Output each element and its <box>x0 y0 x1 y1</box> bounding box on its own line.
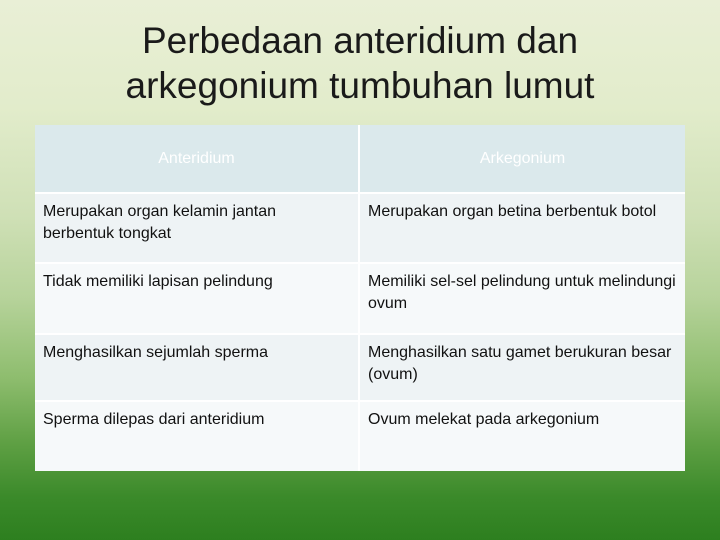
table-row <box>35 263 685 334</box>
slide-title <box>0 18 720 108</box>
comparison-table <box>35 125 685 471</box>
table-cell-anteridium: Menghasilkan sejumlah sperma <box>35 334 359 401</box>
table-cell-anteridium: Merupakan organ kelamin jantan berbentuk tongkat <box>35 193 359 263</box>
table-row <box>35 334 685 401</box>
table-cell-arkegonium: Merupakan organ betina berbentuk botol <box>359 193 685 263</box>
table-row <box>35 401 685 471</box>
table-cell-anteridium: Sperma dilepas dari anteridium <box>35 401 359 471</box>
table-cell-arkegonium: Ovum melekat pada arkegonium <box>359 401 685 471</box>
table-row <box>35 193 685 263</box>
header-anteridium: Anteridium <box>35 125 359 193</box>
slide-title-line-2: arkegonium tumbuhan lumut <box>125 65 595 106</box>
header-arkegonium: Arkegonium <box>359 125 685 193</box>
table-cell-arkegonium: Menghasilkan satu gamet berukuran besar (ovum) <box>359 334 685 401</box>
table-cell-arkegonium: Memiliki sel-sel pelindung untuk melindungi ovum <box>359 263 685 334</box>
table-cell-anteridium: Tidak memiliki lapisan pelindung <box>35 263 359 334</box>
slide-title-line-1: Perbedaan anteridium dan <box>141 20 579 61</box>
comparison-table-container <box>35 125 685 467</box>
table-header-row <box>35 125 685 193</box>
